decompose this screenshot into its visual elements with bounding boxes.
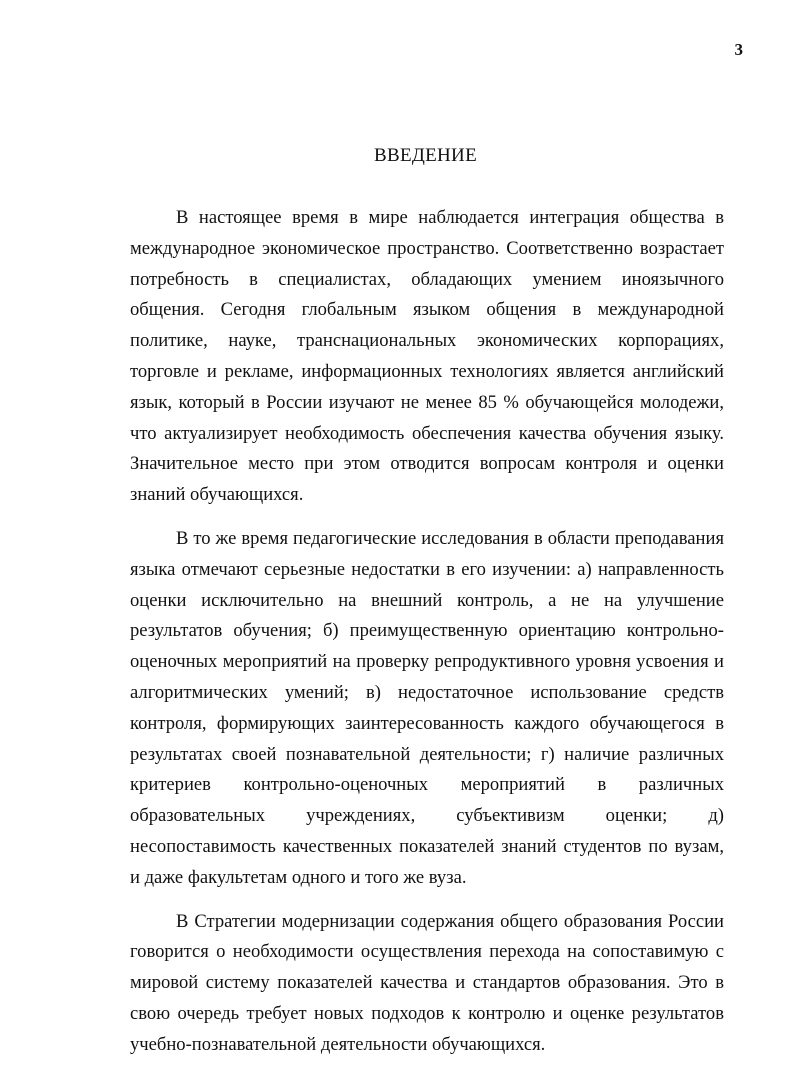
body-text (130, 203, 724, 1074)
paragraph-3: В Стратегии модернизации содержания общего образования России говорится о необходимости осуществления перехода на сопоставимую с мировой систему показателей качества и стандартов образования. Это в свою очередь требует новых подходов к контролю и оценке результатов учебно-познавательной деятельности обучающихся. (130, 910, 724, 1055)
paragraph-1: В настоящее время в мире наблюдается интеграция общества в международное экономическое пространство. Соответственно возрастает потребность в специалистах, обладающих умением иноязычного общения. Сегодня глобальным языком общения в международной политике, науке, транснациональных экономических корпорациях, торговле и рекламе, информационных технологиях является английский язык, который в России изучают не менее 85 % обучающейся молодежи, что актуализирует необходимость обеспечения качества обучения языку. Значительное место при этом отводится вопросам контроля и оценки знаний обучающихся. (130, 207, 724, 506)
page-number: 3 (734, 40, 743, 59)
section-heading: ВВЕДЕНИЕ (374, 145, 477, 166)
paragraph-2: В то же время педагогические исследования в области преподавания языка отмечают серьезные недостатки в его изучении: а) направленность оценки исключительно на внешний контроль, а не на улучшение результатов обучения; б) преимущественную ориентацию контрольно-оценочных мероприятий на проверку репродуктивного уровня усвоения и алгоритмических умений; в) недостаточное использование средств контроля, формирующих заинтересованность каждого обучающегося в результатах своей познавательной деятельности; г) наличие различных критериев контрольно-оценочных мероприятий в различных образовательных учреждениях, субъективизм оценки; д) несопоставимость качественных показателей знаний студентов по вузам, и даже факультетам одного и того же вуза. (130, 527, 724, 888)
